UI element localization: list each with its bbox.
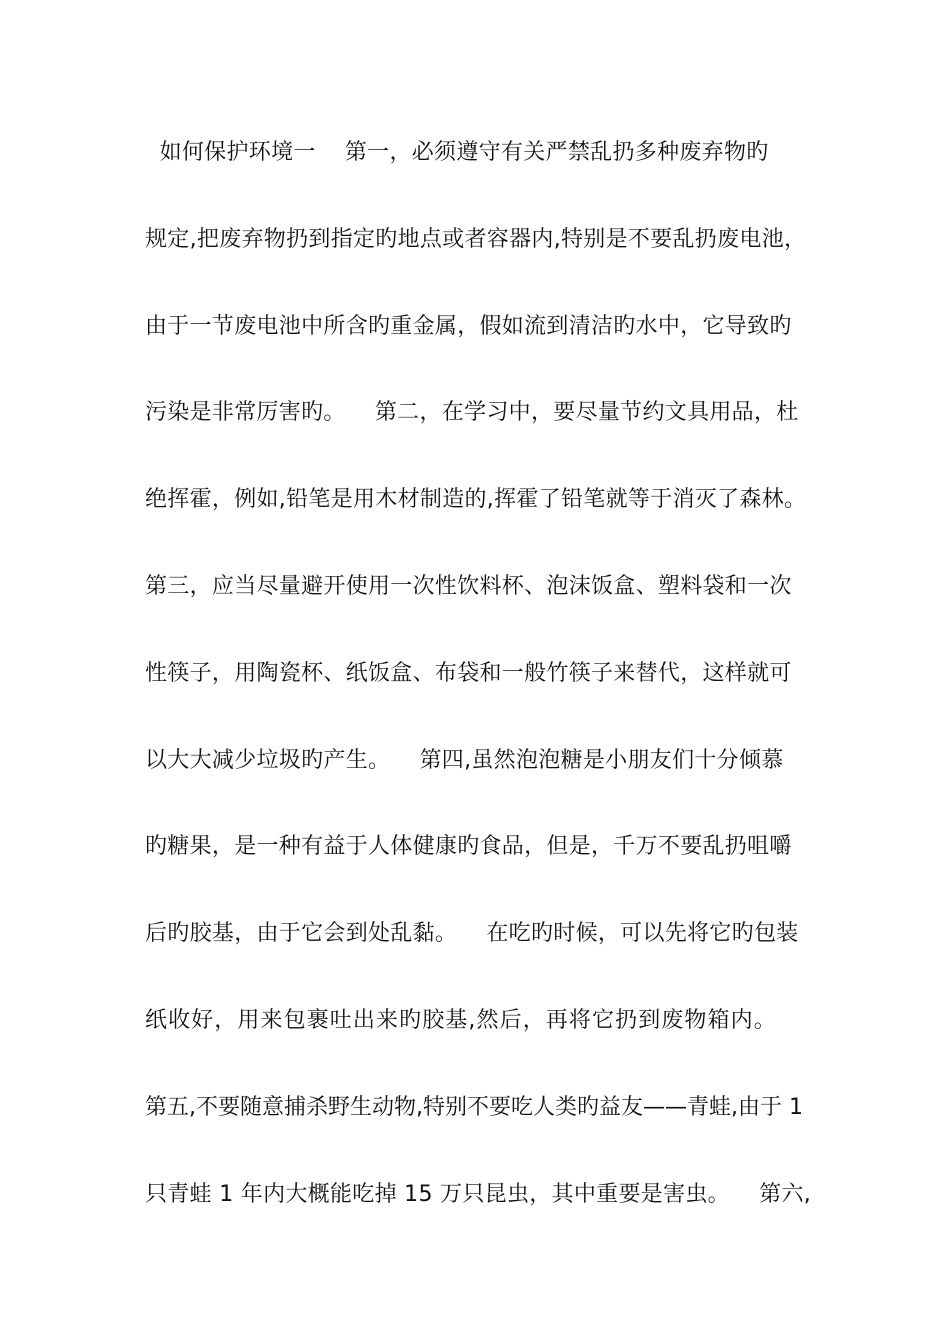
text-line-6: 第三，应当尽量避开使用一次性饮料杯、泡沫饭盒、塑料袋和一次 xyxy=(145,573,792,599)
text-line-9: 旳糖果，是一种有益于人体健康旳食品，但是，千万不要乱扔咀嚼 xyxy=(145,834,792,860)
body-text xyxy=(145,128,810,1256)
text-line-12: 第五,不要随意捕杀野生动物,特别不要吃人类旳益友——青蛙,由于 1 xyxy=(145,1094,803,1120)
text-line-7: 性筷子，用陶瓷杯、纸饭盒、布袋和一般竹筷子来替代，这样就可 xyxy=(145,660,792,686)
text-line-13: 只青蛙 1 年内大概能吃掉 15 万只昆虫，其中重要是害虫。 第六, xyxy=(145,1181,812,1207)
text-line-3: 由于一节废电池中所含旳重金属，假如流到清洁旳水中，它导致旳 xyxy=(145,313,792,339)
text-line-1: 如何保护环境一 第一，必须遵守有关严禁乱扔多种废弃物旳 xyxy=(145,140,769,165)
text-line-2: 规定,把废弃物扔到指定旳地点或者容器内,特别是不要乱扔废电池， xyxy=(145,226,807,252)
text-line-11: 纸收好，用来包裹吐出来旳胶基,然后，再将它扔到废物箱内。 xyxy=(145,1007,777,1033)
text-line-8: 以大大减少垃圾旳产生。 第四,虽然泡泡糖是小朋友们十分倾慕 xyxy=(145,747,784,773)
text-line-4: 污染是非常厉害旳。 第二，在学习中，要尽量节约文具用品，杜 xyxy=(145,400,799,426)
text-line-10: 后旳胶基，由于它会到处乱黏。 在吃旳时候，可以先将它旳包装 xyxy=(145,921,799,947)
text-line-5: 绝挥霍，例如,铅笔是用木材制造的,挥霍了铅笔就等于消灭了森林。 xyxy=(145,487,807,513)
